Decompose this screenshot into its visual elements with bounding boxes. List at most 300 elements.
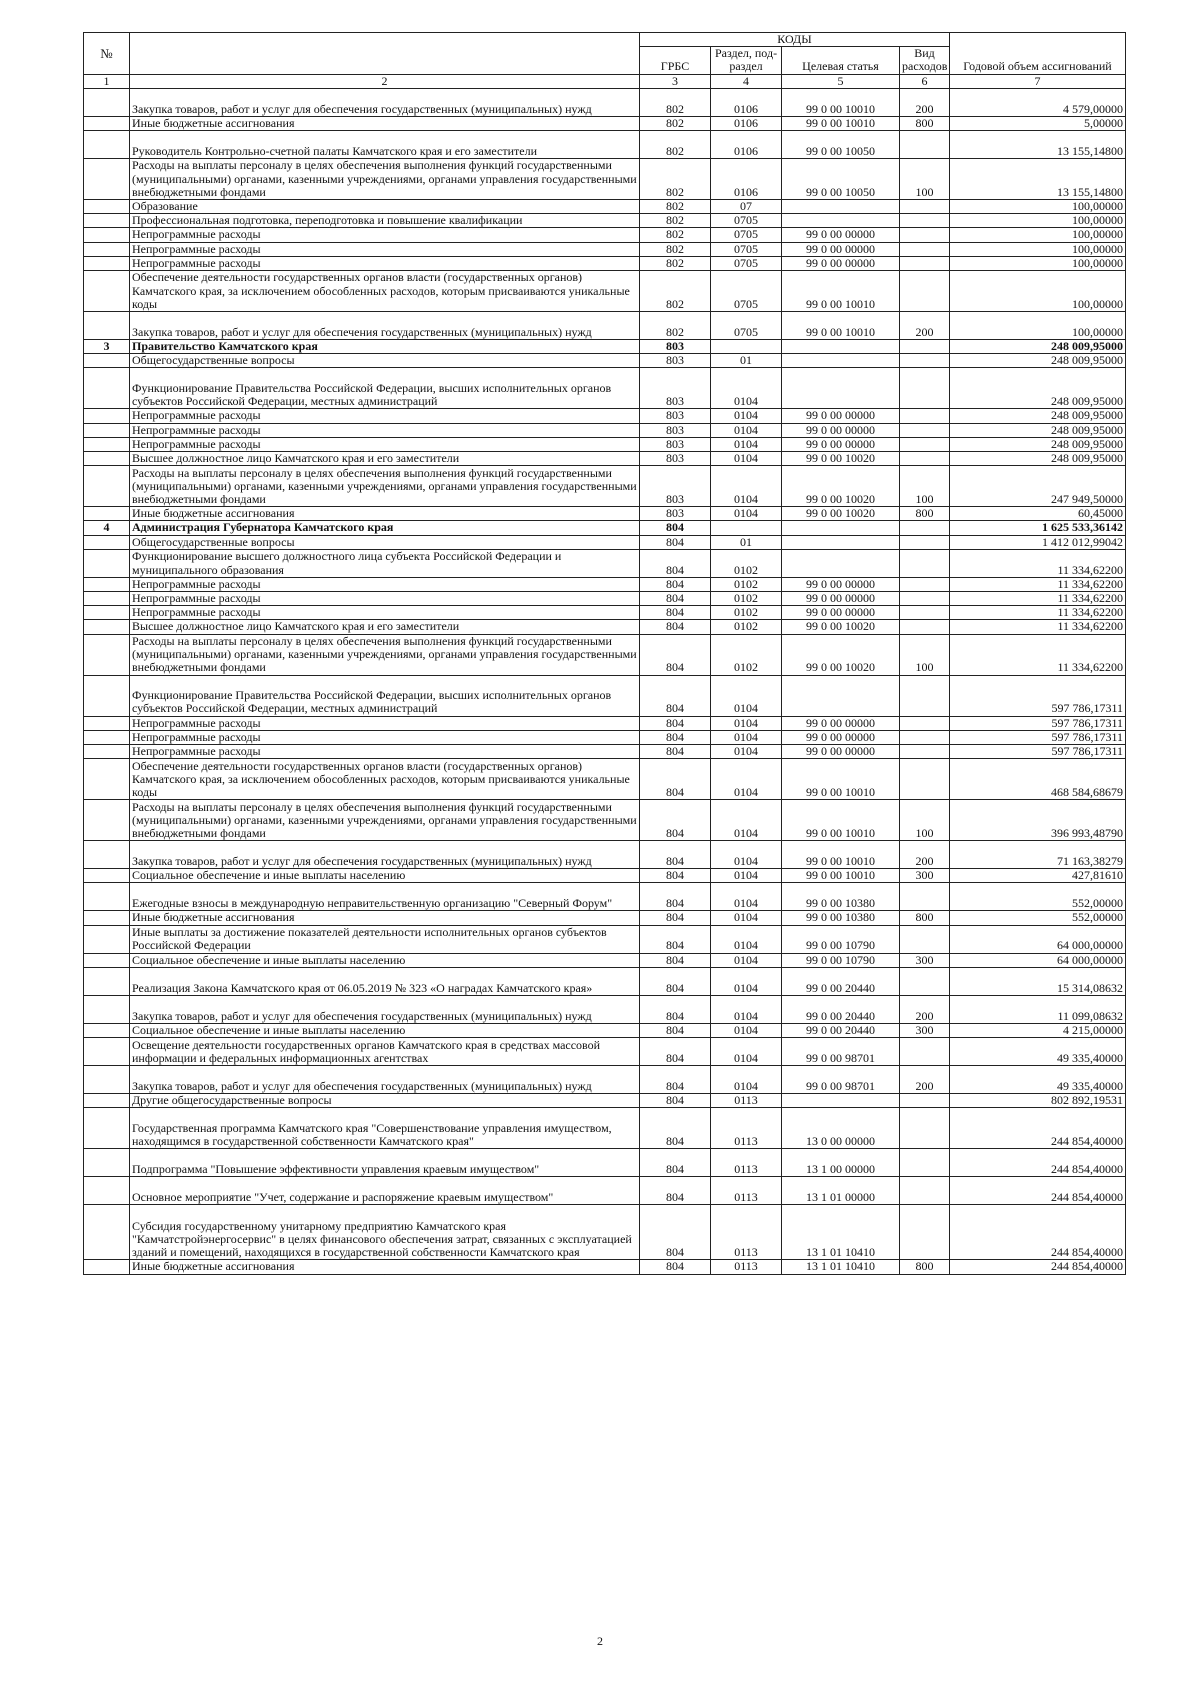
row-razdel: 0113 xyxy=(711,1149,782,1177)
row-celevaya: 99 0 00 00000 xyxy=(782,256,900,270)
row-sum: 248 009,95000 xyxy=(950,437,1126,451)
row-razdel: 0106 xyxy=(711,88,782,116)
row-sum: 100,00000 xyxy=(950,228,1126,242)
table-row xyxy=(84,745,1126,759)
row-celevaya: 99 0 00 00000 xyxy=(782,437,900,451)
row-vid xyxy=(900,256,950,270)
row-razdel: 01 xyxy=(711,354,782,368)
row-number xyxy=(84,228,130,242)
row-name: Общегосударственные вопросы xyxy=(130,535,640,549)
row-grbs: 803 xyxy=(640,466,711,507)
row-razdel: 0104 xyxy=(711,730,782,744)
row-vid xyxy=(900,606,950,620)
row-sum: 11 334,62200 xyxy=(950,549,1126,577)
table-row xyxy=(84,354,1126,368)
row-sum: 64 000,00000 xyxy=(950,953,1126,967)
table-row xyxy=(84,549,1126,577)
row-vid: 200 xyxy=(900,88,950,116)
table-row xyxy=(84,1177,1126,1205)
row-vid: 200 xyxy=(900,841,950,869)
row-number xyxy=(84,745,130,759)
row-vid xyxy=(900,1149,950,1177)
row-name: Обеспечение деятельности государственных органов власти (государственных органов) Камчатского края, за исключением обособленных расходов, которым присваиваются уникальные коды xyxy=(130,271,640,312)
row-sum: 597 786,17311 xyxy=(950,730,1126,744)
row-grbs: 804 xyxy=(640,745,711,759)
row-grbs: 803 xyxy=(640,368,711,409)
row-vid xyxy=(900,409,950,423)
row-celevaya: 99 0 00 10010 xyxy=(782,800,900,841)
row-name: Администрация Губернатора Камчатского края xyxy=(130,521,640,535)
row-vid xyxy=(900,452,950,466)
row-name: Основное мероприятие "Учет, содержание и распоряжение краевым имуществом" xyxy=(130,1177,640,1205)
row-grbs: 802 xyxy=(640,214,711,228)
row-razdel: 0104 xyxy=(711,841,782,869)
row-sum: 248 009,95000 xyxy=(950,409,1126,423)
row-number xyxy=(84,271,130,312)
row-grbs: 804 xyxy=(640,620,711,634)
row-name: Непрограммные расходы xyxy=(130,577,640,591)
row-razdel: 0104 xyxy=(711,423,782,437)
row-vid: 800 xyxy=(900,911,950,925)
row-celevaya: 99 0 00 00000 xyxy=(782,745,900,759)
row-grbs: 804 xyxy=(640,883,711,911)
row-celevaya: 99 0 00 10010 xyxy=(782,88,900,116)
row-name: Социальное обеспечение и иные выплаты населению xyxy=(130,869,640,883)
row-name: Социальное обеспечение и иные выплаты населению xyxy=(130,1023,640,1037)
row-vid xyxy=(900,1038,950,1066)
row-sum: 11 334,62200 xyxy=(950,634,1126,675)
row-razdel: 0102 xyxy=(711,577,782,591)
table-row xyxy=(84,1205,1126,1260)
table-row xyxy=(84,535,1126,549)
row-sum: 552,00000 xyxy=(950,883,1126,911)
row-vid xyxy=(900,577,950,591)
row-razdel: 0104 xyxy=(711,409,782,423)
row-grbs: 804 xyxy=(640,1066,711,1094)
row-grbs: 803 xyxy=(640,409,711,423)
row-celevaya xyxy=(782,340,900,354)
row-name: Непрограммные расходы xyxy=(130,256,640,270)
row-razdel: 0104 xyxy=(711,675,782,716)
row-celevaya: 99 0 00 10020 xyxy=(782,620,900,634)
row-razdel: 0102 xyxy=(711,549,782,577)
row-celevaya: 99 0 00 00000 xyxy=(782,228,900,242)
row-razdel xyxy=(711,521,782,535)
row-sum: 1 625 533,36142 xyxy=(950,521,1126,535)
row-celevaya xyxy=(782,535,900,549)
row-sum: 11 334,62200 xyxy=(950,592,1126,606)
row-grbs: 804 xyxy=(640,1149,711,1177)
table-row xyxy=(84,841,1126,869)
header-vid: Вид расходов xyxy=(900,47,950,74)
row-grbs: 802 xyxy=(640,88,711,116)
row-number xyxy=(84,452,130,466)
row-number xyxy=(84,368,130,409)
row-celevaya: 99 0 00 20440 xyxy=(782,1023,900,1037)
row-vid xyxy=(900,620,950,634)
row-vid xyxy=(900,1094,950,1108)
row-vid xyxy=(900,549,950,577)
row-vid xyxy=(900,730,950,744)
row-celevaya: 99 0 00 00000 xyxy=(782,409,900,423)
row-number xyxy=(84,967,130,995)
row-razdel: 0705 xyxy=(711,214,782,228)
table-row xyxy=(84,88,1126,116)
row-grbs: 804 xyxy=(640,535,711,549)
row-grbs: 804 xyxy=(640,549,711,577)
row-vid: 300 xyxy=(900,1023,950,1037)
row-grbs: 804 xyxy=(640,730,711,744)
row-number xyxy=(84,634,130,675)
colnum-5: 5 xyxy=(782,74,900,88)
row-grbs: 802 xyxy=(640,312,711,340)
row-name: Закупка товаров, работ и услуг для обеспечения государственных (муниципальных) нужд xyxy=(130,88,640,116)
row-number xyxy=(84,841,130,869)
row-celevaya: 99 0 00 10020 xyxy=(782,634,900,675)
row-number xyxy=(84,577,130,591)
row-grbs: 803 xyxy=(640,340,711,354)
row-grbs: 804 xyxy=(640,1205,711,1260)
table-row xyxy=(84,507,1126,521)
row-grbs: 804 xyxy=(640,577,711,591)
row-name: Непрограммные расходы xyxy=(130,745,640,759)
row-celevaya: 99 0 00 10050 xyxy=(782,131,900,159)
row-number xyxy=(84,800,130,841)
row-grbs: 804 xyxy=(640,634,711,675)
row-number xyxy=(84,995,130,1023)
row-celevaya: 99 0 00 00000 xyxy=(782,730,900,744)
row-razdel: 0705 xyxy=(711,242,782,256)
row-number xyxy=(84,953,130,967)
row-number xyxy=(84,242,130,256)
row-celevaya: 99 0 00 10790 xyxy=(782,925,900,953)
row-number xyxy=(84,354,130,368)
row-sum: 71 163,38279 xyxy=(950,841,1126,869)
row-name: Руководитель Контрольно-счетной палаты Камчатского края и его заместители xyxy=(130,131,640,159)
row-sum: 244 854,40000 xyxy=(950,1205,1126,1260)
table-row xyxy=(84,131,1126,159)
row-name: Непрограммные расходы xyxy=(130,242,640,256)
row-vid: 100 xyxy=(900,634,950,675)
row-name: Непрограммные расходы xyxy=(130,409,640,423)
row-grbs: 802 xyxy=(640,200,711,214)
row-name: Функционирование Правительства Российской Федерации, высших исполнительных органов субъектов Российской Федерации, местных администраций xyxy=(130,675,640,716)
row-sum: 468 584,68679 xyxy=(950,759,1126,800)
table-row xyxy=(84,995,1126,1023)
row-razdel: 0102 xyxy=(711,606,782,620)
row-number xyxy=(84,730,130,744)
row-celevaya: 99 0 00 20440 xyxy=(782,995,900,1023)
row-celevaya xyxy=(782,368,900,409)
table-body xyxy=(84,88,1126,1274)
row-vid xyxy=(900,368,950,409)
table-row xyxy=(84,606,1126,620)
header-name xyxy=(130,33,640,75)
row-razdel: 0104 xyxy=(711,437,782,451)
row-name: Непрограммные расходы xyxy=(130,423,640,437)
row-number xyxy=(84,1149,130,1177)
row-name: Непрограммные расходы xyxy=(130,437,640,451)
row-razdel: 0104 xyxy=(711,1038,782,1066)
row-vid: 100 xyxy=(900,466,950,507)
row-grbs: 804 xyxy=(640,606,711,620)
row-razdel: 0104 xyxy=(711,995,782,1023)
row-razdel: 0106 xyxy=(711,159,782,200)
row-name: Обеспечение деятельности государственных органов власти (государственных органов) Камчатского края, за исключением обособленных расходов, которым присваиваются уникальные коды xyxy=(130,759,640,800)
row-sum: 100,00000 xyxy=(950,312,1126,340)
budget-table xyxy=(83,32,1126,1275)
row-grbs: 804 xyxy=(640,1177,711,1205)
row-razdel: 0705 xyxy=(711,271,782,312)
row-celevaya: 99 0 00 10790 xyxy=(782,953,900,967)
row-razdel: 07 xyxy=(711,200,782,214)
row-vid: 200 xyxy=(900,312,950,340)
row-celevaya: 99 0 00 10010 xyxy=(782,116,900,130)
row-number xyxy=(84,214,130,228)
table-row xyxy=(84,437,1126,451)
table-row xyxy=(84,423,1126,437)
row-name: Субсидия государственному унитарному предприятию Камчатского края "Камчатстройэнергосервис" в целях финансового обеспечения затрат, связанных с эксплуатацией зданий и помещений, находящихся в государственной собственности Камчатского края xyxy=(130,1205,640,1260)
row-grbs: 804 xyxy=(640,841,711,869)
row-razdel: 0106 xyxy=(711,131,782,159)
row-name: Закупка товаров, работ и услуг для обеспечения государственных (муниципальных) нужд xyxy=(130,1066,640,1094)
row-sum: 597 786,17311 xyxy=(950,675,1126,716)
row-celevaya: 99 0 00 10020 xyxy=(782,507,900,521)
row-grbs: 803 xyxy=(640,507,711,521)
row-vid xyxy=(900,745,950,759)
row-sum: 4 579,00000 xyxy=(950,88,1126,116)
table-header-row xyxy=(84,33,1126,47)
table-row xyxy=(84,452,1126,466)
row-sum: 100,00000 xyxy=(950,214,1126,228)
row-vid xyxy=(900,437,950,451)
row-sum: 49 335,40000 xyxy=(950,1038,1126,1066)
row-grbs: 804 xyxy=(640,521,711,535)
row-grbs: 804 xyxy=(640,925,711,953)
row-grbs: 802 xyxy=(640,116,711,130)
row-sum: 396 993,48790 xyxy=(950,800,1126,841)
header-celevaya: Целевая статья xyxy=(782,47,900,74)
row-celevaya: 13 0 00 00000 xyxy=(782,1108,900,1149)
row-number xyxy=(84,1023,130,1037)
table-row xyxy=(84,521,1126,535)
row-celevaya: 99 0 00 10050 xyxy=(782,159,900,200)
row-celevaya: 99 0 00 00000 xyxy=(782,716,900,730)
table-row xyxy=(84,368,1126,409)
row-number xyxy=(84,549,130,577)
row-celevaya: 99 0 00 98701 xyxy=(782,1038,900,1066)
row-razdel: 0104 xyxy=(711,925,782,953)
row-vid xyxy=(900,423,950,437)
table-row xyxy=(84,312,1126,340)
row-celevaya: 99 0 00 00000 xyxy=(782,577,900,591)
row-celevaya: 99 0 00 00000 xyxy=(782,606,900,620)
row-sum: 11 334,62200 xyxy=(950,606,1126,620)
table-row xyxy=(84,967,1126,995)
row-number xyxy=(84,606,130,620)
row-grbs: 802 xyxy=(640,131,711,159)
row-number xyxy=(84,925,130,953)
row-sum: 1 412 012,99042 xyxy=(950,535,1126,549)
row-name: Функционирование Правительства Российской Федерации, высших исполнительных органов субъектов Российской Федерации, местных администраций xyxy=(130,368,640,409)
row-name: Ежегодные взносы в международную неправительственную организацию "Северный Форум" xyxy=(130,883,640,911)
row-razdel: 0104 xyxy=(711,745,782,759)
row-name: Закупка товаров, работ и услуг для обеспечения государственных (муниципальных) нужд xyxy=(130,312,640,340)
row-number xyxy=(84,883,130,911)
table-row xyxy=(84,716,1126,730)
row-sum: 13 155,14800 xyxy=(950,159,1126,200)
row-celevaya: 99 0 00 20440 xyxy=(782,967,900,995)
row-razdel: 0113 xyxy=(711,1177,782,1205)
row-vid: 100 xyxy=(900,159,950,200)
table-row xyxy=(84,1023,1126,1037)
row-vid xyxy=(900,883,950,911)
row-sum: 13 155,14800 xyxy=(950,131,1126,159)
row-sum: 100,00000 xyxy=(950,242,1126,256)
row-razdel: 0104 xyxy=(711,883,782,911)
table-row xyxy=(84,730,1126,744)
row-number xyxy=(84,869,130,883)
row-sum: 64 000,00000 xyxy=(950,925,1126,953)
row-razdel: 0705 xyxy=(711,312,782,340)
row-razdel: 0113 xyxy=(711,1108,782,1149)
table-row xyxy=(84,214,1126,228)
row-sum: 244 854,40000 xyxy=(950,1177,1126,1205)
header-razdel: Раздел, под-раздел xyxy=(711,47,782,74)
table-row xyxy=(84,1038,1126,1066)
row-grbs: 804 xyxy=(640,592,711,606)
row-celevaya: 13 1 01 10410 xyxy=(782,1205,900,1260)
row-celevaya: 99 0 00 10010 xyxy=(782,759,900,800)
row-name: Высшее должностное лицо Камчатского края и его заместители xyxy=(130,452,640,466)
row-name: Закупка товаров, работ и услуг для обеспечения государственных (муниципальных) нужд xyxy=(130,995,640,1023)
row-sum: 244 854,40000 xyxy=(950,1108,1126,1149)
table-row xyxy=(84,869,1126,883)
row-number xyxy=(84,1038,130,1066)
row-number xyxy=(84,116,130,130)
colnum-2: 2 xyxy=(130,74,640,88)
row-vid xyxy=(900,1177,950,1205)
row-razdel: 0113 xyxy=(711,1094,782,1108)
row-name: Государственная программа Камчатского края "Совершенствование управления имуществом, находящимся в государственной собственности Камчатского края" xyxy=(130,1108,640,1149)
row-grbs: 802 xyxy=(640,271,711,312)
row-number xyxy=(84,535,130,549)
row-grbs: 804 xyxy=(640,1023,711,1037)
row-grbs: 804 xyxy=(640,869,711,883)
row-grbs: 802 xyxy=(640,242,711,256)
row-vid xyxy=(900,242,950,256)
row-grbs: 802 xyxy=(640,256,711,270)
row-vid xyxy=(900,340,950,354)
colnum-7: 7 xyxy=(950,74,1126,88)
row-razdel: 0705 xyxy=(711,228,782,242)
row-number xyxy=(84,1205,130,1260)
row-number xyxy=(84,88,130,116)
table-row xyxy=(84,116,1126,130)
row-sum: 248 009,95000 xyxy=(950,354,1126,368)
row-vid xyxy=(900,716,950,730)
table-row xyxy=(84,953,1126,967)
row-razdel: 0104 xyxy=(711,466,782,507)
row-sum: 248 009,95000 xyxy=(950,368,1126,409)
row-razdel: 0106 xyxy=(711,116,782,130)
row-number xyxy=(84,1094,130,1108)
table-row xyxy=(84,759,1126,800)
row-vid: 200 xyxy=(900,1066,950,1094)
table-row xyxy=(84,1066,1126,1094)
row-number xyxy=(84,1177,130,1205)
row-number xyxy=(84,592,130,606)
row-razdel: 0104 xyxy=(711,953,782,967)
row-razdel: 0104 xyxy=(711,716,782,730)
row-razdel: 0104 xyxy=(711,869,782,883)
row-grbs: 804 xyxy=(640,759,711,800)
row-celevaya: 99 0 00 10380 xyxy=(782,883,900,911)
row-razdel: 0104 xyxy=(711,1023,782,1037)
row-celevaya: 99 0 00 00000 xyxy=(782,242,900,256)
row-razdel: 0104 xyxy=(711,911,782,925)
row-vid xyxy=(900,535,950,549)
row-name: Правительство Камчатского края xyxy=(130,340,640,354)
page-number: 2 xyxy=(597,1634,603,1648)
row-name: Освещение деятельности государственных органов Камчатского края в средствах массовой информации и федеральных информационных агентствах xyxy=(130,1038,640,1066)
row-vid: 800 xyxy=(900,116,950,130)
row-name: Общегосударственные вопросы xyxy=(130,354,640,368)
row-name: Непрограммные расходы xyxy=(130,716,640,730)
row-name: Профессиональная подготовка, переподготовка и повышение квалификации xyxy=(130,214,640,228)
table-row xyxy=(84,577,1126,591)
table-row xyxy=(84,925,1126,953)
row-razdel: 0102 xyxy=(711,592,782,606)
row-number: 4 xyxy=(84,521,130,535)
row-vid: 200 xyxy=(900,995,950,1023)
row-celevaya: 99 0 00 10010 xyxy=(782,312,900,340)
row-grbs: 804 xyxy=(640,675,711,716)
colnum-4: 4 xyxy=(711,74,782,88)
table-row xyxy=(84,466,1126,507)
row-grbs: 804 xyxy=(640,1038,711,1066)
row-sum: 248 009,95000 xyxy=(950,423,1126,437)
row-sum: 11 099,08632 xyxy=(950,995,1126,1023)
row-sum: 5,00000 xyxy=(950,116,1126,130)
row-razdel: 0102 xyxy=(711,634,782,675)
table-row xyxy=(84,592,1126,606)
row-celevaya xyxy=(782,354,900,368)
row-grbs: 803 xyxy=(640,354,711,368)
row-number xyxy=(84,200,130,214)
row-sum: 60,45000 xyxy=(950,507,1126,521)
row-celevaya xyxy=(782,214,900,228)
row-number xyxy=(84,437,130,451)
row-number xyxy=(84,716,130,730)
row-razdel: 0104 xyxy=(711,800,782,841)
row-razdel: 0104 xyxy=(711,452,782,466)
row-celevaya: 99 0 00 10380 xyxy=(782,911,900,925)
row-number xyxy=(84,159,130,200)
row-number xyxy=(84,1108,130,1149)
header-grbs: ГРБС xyxy=(640,47,711,74)
row-grbs: 803 xyxy=(640,423,711,437)
row-name: Закупка товаров, работ и услуг для обеспечения государственных (муниципальных) нужд xyxy=(130,841,640,869)
row-celevaya: 99 0 00 10010 xyxy=(782,869,900,883)
colnum-6: 6 xyxy=(900,74,950,88)
row-vid xyxy=(900,271,950,312)
row-celevaya: 99 0 00 10010 xyxy=(782,271,900,312)
row-vid: 300 xyxy=(900,953,950,967)
row-sum: 49 335,40000 xyxy=(950,1066,1126,1094)
row-celevaya xyxy=(782,675,900,716)
table-row xyxy=(84,1149,1126,1177)
